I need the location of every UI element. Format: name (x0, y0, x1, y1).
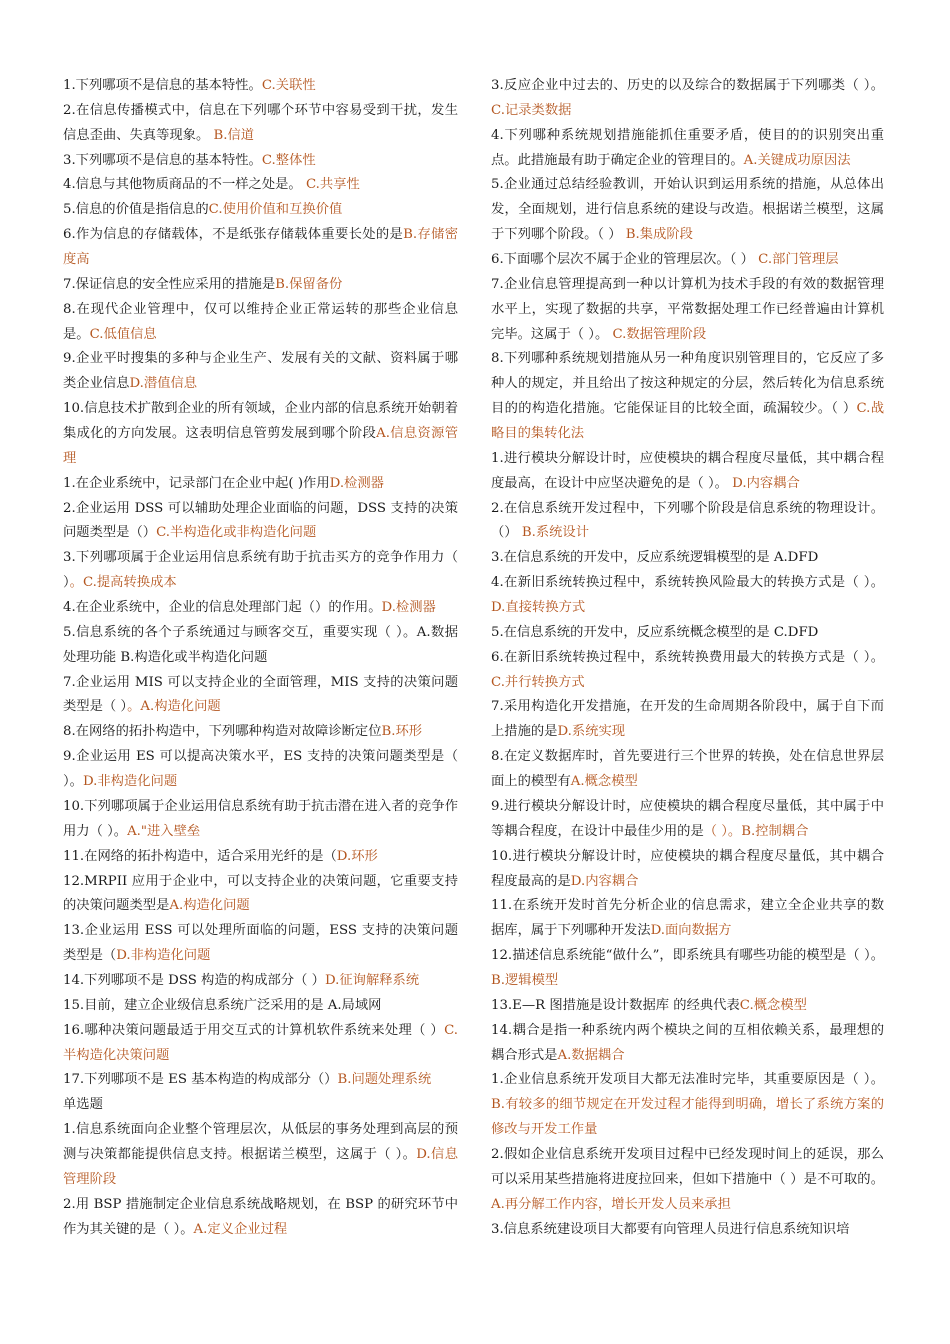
question-text: 5.在信息系统的开发中，反应系统概念模型的是 C.DFD (491, 624, 819, 640)
answer-text: B.存储密度高 (63, 227, 459, 268)
answer-text: C.关联性 (261, 78, 316, 93)
question-item (63, 347, 458, 397)
question-text: 3.信息系统建设项目大都要有向管理人员进行信息系统知识培 (491, 1221, 850, 1237)
answer-text: D.内容耦合 (732, 475, 800, 491)
question-item (63, 472, 458, 497)
question-item (491, 497, 884, 547)
question-text: 6.下面哪个层次不属于企业的管理层次。（ ） (491, 252, 759, 268)
question-text: 14.下列哪项不是 DSS 构造的构成部分（ ） (63, 972, 325, 988)
answer-text: D.非构造化问题 (82, 774, 178, 790)
question-item (63, 795, 458, 845)
answer-text: D.系统实现 (557, 724, 626, 740)
question-item (63, 397, 458, 472)
question-text: 7.采用构造化开发措施，在开发的生命周期各阶段中，属于自下而上措施的是 (491, 699, 884, 740)
answer-text: C.整体性 (261, 152, 316, 168)
question-item (491, 994, 884, 1019)
question-item (63, 870, 458, 920)
question-item (63, 74, 458, 99)
question-item (63, 298, 458, 348)
question-item (491, 795, 884, 845)
answer-text: C.数据管理阶段 (612, 326, 707, 342)
question-text: 16.哪种决策问题最适于用交互式的计算机软件系统来处理（ ） (63, 1022, 445, 1038)
answer-text: D.非构造化问题 (116, 948, 211, 964)
question-text: 9.企业运用 ES 可以提高决策水平，ES 支持的决策问题类型是（ ）。 (63, 749, 458, 790)
question-item (63, 621, 458, 671)
answer-text: D.面向数据方 (650, 923, 732, 939)
question-item (63, 994, 458, 1019)
question-item (63, 198, 458, 223)
question-item (491, 646, 884, 696)
answer-text: D.检测器 (381, 600, 436, 616)
question-item (491, 621, 884, 646)
question-text: 7.保证信息的安全性应采用的措施是 (63, 276, 276, 292)
question-text: 17.下列哪项不是 ES 基本构造的构成部分（） (63, 1072, 338, 1088)
question-item (63, 1019, 458, 1069)
answer-text: B.逻辑模型 (491, 972, 559, 988)
answer-text: 。C.提高转换成本 (69, 575, 177, 591)
answer-text: B.环形 (381, 724, 423, 740)
question-item (491, 1143, 884, 1218)
question-text: 13.E—R 图措施是设计数据库 的经典代表 (491, 997, 740, 1013)
question-text: 5.企业通过总结经验教训，开始认识到运用系统的措施，从总体出发，全面规划，进行信息系统的建设与改造。根据诺兰模型，这属于下列哪个阶段。（ ） (491, 177, 884, 243)
answer-text: A.关键成功原因法 (743, 152, 851, 168)
question-item (63, 745, 458, 795)
question-item (63, 1193, 458, 1243)
answer-text: D.信息管理阶段 (63, 1146, 458, 1187)
question-item (491, 248, 884, 273)
question-text: 15.目前，建立企业级信息系统广泛采用的是 A.局域网 (63, 997, 382, 1013)
question-item (491, 745, 884, 795)
question-item (491, 74, 884, 124)
answer-text: B.信道 (213, 127, 255, 143)
question-item (63, 1068, 458, 1093)
question-text: 12.MRPII 应用于企业中，可以支持企业的决策问题，它重要支持的决策问题类型是 (63, 873, 458, 914)
question-item (63, 497, 458, 547)
answer-text: D.环形 (336, 848, 378, 864)
question-text: 2.在信息传播模式中，信息在下列哪个环节中容易受到干扰，发生信息歪曲、失真等现象。 (63, 102, 458, 143)
question-text: 6.作为信息的存储载体，不是纸张存储载体重要长处的是 (63, 227, 404, 243)
question-text: 14.耦合是指一种系统内两个模块之间的互相依赖关系，最理想的耦合形式是 (491, 1022, 884, 1063)
question-item (491, 944, 884, 994)
question-text: 3.下列哪项不是信息的基本特性。 (63, 152, 262, 168)
question-text: 4.信息与其他物质商品的不一样之处是。 (63, 177, 306, 193)
question-item (491, 546, 884, 571)
question-text: 4.在新旧系统转换过程中，系统转换风险最大的转换方式是（ ）。 (491, 575, 884, 591)
question-item (63, 919, 458, 969)
right-column (491, 74, 884, 1242)
answer-text: B.保留备份 (275, 276, 343, 292)
question-item (491, 894, 884, 944)
question-text: 1.进行模块分解设计时，应使模块的耦合程度尽量低，其中耦合程度最高，在设计中应坚决避免的是（ ）。 (491, 450, 884, 491)
question-item (63, 99, 458, 149)
answer-text: C.概念模型 (739, 997, 807, 1013)
question-text: 1.下列哪项不是信息的基本特性。 (63, 78, 262, 93)
answer-text: A.构造化问题 (169, 898, 250, 914)
question-item (63, 720, 458, 745)
answer-text: D.检测器 (329, 475, 384, 491)
answer-text: C.半构造化决策问题 (63, 1022, 458, 1063)
question-text: 3.在信息系统的开发中，反应系统逻辑模型的是 A.DFD (491, 550, 819, 566)
question-item (63, 546, 458, 596)
question-item (63, 173, 458, 198)
question-text: 9.企业平时搜集的多种与企业生产、发展有关的文献、资料属于哪类企业信息 (63, 351, 458, 392)
question-item (491, 447, 884, 497)
answer-text: C.半构造化或非构造化问题 (156, 525, 317, 541)
answer-text: D.潜值信息 (129, 376, 198, 392)
answer-text: （ ）。B.控制耦合 (703, 823, 809, 839)
question-text: 3.反应企业中过去的、历史的以及综合的数据属于下列哪类（ ）。 (491, 78, 884, 93)
answer-text: C.战略目的集转化法 (491, 401, 884, 442)
question-text: 2.用 BSP 措施制定企业信息系统战略规划，在 BSP 的研究环节中作为其关键的是（ ）。 (63, 1196, 458, 1237)
question-item (491, 1019, 884, 1069)
question-item (491, 1068, 884, 1143)
answer-text: C.记录类数据 (491, 102, 572, 118)
question-item (63, 969, 458, 994)
answer-text: A.信息资源管理 (63, 426, 458, 466)
answer-text: C.低值信息 (89, 326, 157, 342)
question-text: 8.在现代企业管理中，仅可以维持企业正常运转的那些企业信息是。 (63, 301, 458, 342)
question-text: 4.在企业系统中，企业的信息处理部门起（）的作用。 (63, 600, 382, 616)
question-text: 11.在网络的拓扑构造中，适合采用光纤的是（ (63, 848, 337, 864)
question-item (491, 347, 884, 446)
question-text: 6.在新旧系统转换过程中，系统转换费用最大的转换方式是（ ）。 (491, 649, 884, 665)
question-item (63, 845, 458, 870)
question-item (491, 1218, 884, 1243)
question-item (491, 695, 884, 745)
answer-text: B.有较多的细节规定在开发过程才能得到明确，增长了系统方案的修改与开发工作量 (491, 1097, 884, 1138)
question-item (491, 571, 884, 621)
question-text: 2.在信息系统开发过程中，下列哪个阶段是信息系统的物理设计。（） (491, 500, 884, 541)
question-text: 9.进行模块分解设计时，应使模块的耦合程度尽量低，其中属于中等耦合程度，在设计中最佳少用的是 (491, 798, 884, 839)
answer-text: B.集成阶段 (625, 227, 693, 243)
question-text: 12.描述信息系统能“做什么”，即系统具有哪些功能的模型是（ ）。 (491, 948, 884, 964)
answer-text: A.概念模型 (570, 774, 638, 790)
question-text: 10.进行模块分解设计时，应使模块的耦合程度尽量低，其中耦合程度最高的是 (491, 848, 884, 889)
question-text: 5.信息系统的各个子系统通过与顾客交互，重要实现（ ）。A.数据处理功能 B.构造化或半构造化问题 (63, 624, 458, 665)
question-text: 1.信息系统面向企业整个管理层次，从低层的事务处理到高层的预测与决策都能提供信息支持。根据诺兰模型，这属于（ ）。 (63, 1122, 458, 1162)
answer-text: C.并行转换方式 (491, 674, 585, 690)
question-item (63, 273, 458, 298)
question-text: 1.在企业系统中，记录部门在企业中起( )作用 (63, 475, 330, 491)
question-item (491, 124, 884, 174)
answer-text: B.问题处理系统 (337, 1072, 432, 1088)
answer-text: 。A.构造化问题 (127, 699, 221, 715)
answer-text: D.征询解释系统 (324, 972, 420, 988)
question-item (491, 173, 884, 248)
answer-text: A.定义企业过程 (193, 1221, 288, 1237)
answer-text: A.数据耦合 (557, 1047, 625, 1063)
question-text: 8.下列哪种系统规划措施从另一种角度识别管理目的，它反应了多种人的规定，并且给出了按这种规定的分层，然后转化为信息系统目的的构造化措施。它能保证目的比较全面，疏漏较少。（ ） (491, 351, 884, 417)
question-text: 8.在定义数据库时，首先要进行三个世界的转换，处在信息世界层面上的模型有 (491, 749, 884, 790)
question-item (63, 149, 458, 174)
question-item (63, 1093, 458, 1118)
answer-text: D.直接转换方式 (491, 600, 586, 616)
question-text: 13.企业运用 ESS 可以处理所面临的问题，ESS 支持的决策问题类型是（ (63, 923, 458, 964)
question-text: 11.在系统开发时首先分析企业的信息需求，建立全企业共享的数据库，属于下列哪种开发法 (491, 898, 884, 939)
answer-text: C.使用价值和互换价值 (208, 202, 343, 218)
left-column (63, 74, 458, 1242)
question-text: 7.企业信息管理提高到一种以计算机为技术手段的有效的数据管理水平上，实现了数据的共享，平常数据处理工作已经普遍由计算机完毕。这属于（ ）。 (491, 276, 884, 342)
question-item (63, 223, 458, 273)
question-text: 10.下列哪项属于企业运用信息系统有助于抗击潜在进入者的竞争作用力（ ）。 (63, 798, 458, 839)
question-item (491, 273, 884, 348)
answer-text: A.再分解工作内容，增长开发人员来承担 (491, 1196, 731, 1212)
question-text: 4.下列哪种系统规划措施能抓住重要矛盾，使目的的识别突出重点。此措施最有助于确定企业的管理目的。 (491, 127, 884, 168)
answer-text: C.共享性 (305, 177, 360, 193)
question-item (63, 1118, 458, 1193)
answer-text: B.系统设计 (521, 525, 590, 541)
answer-text: C.部门管理层 (758, 252, 839, 268)
question-text: 7.企业运用 MIS 可以支持企业的全面管理，MIS 支持的决策问题类型是（ ） (63, 674, 458, 715)
question-text: 5.信息的价值是指信息的 (63, 202, 209, 218)
question-text: 单选题 (63, 1097, 103, 1113)
answer-text: D.内容耦合 (570, 873, 639, 889)
question-text: 8.在网络的拓扑构造中，下列哪种构造对故障诊断定位 (63, 724, 382, 740)
question-text: 2.企业运用 DSS 可以辅助处理企业面临的问题，DSS 支持的决策问题类型是（） (63, 500, 458, 541)
question-text: 10.信息技术扩散到企业的所有领域，企业内部的信息系统开始朝着集成化的方向发展。这表明信息管剪发展到哪个阶段 (63, 401, 458, 442)
question-text: 2.假如企业信息系统开发项目过程中已经发现时间上的延误，那么可以采用某些措施将进度拉回来，但如下措施中（ ）是不可取的。 (491, 1146, 884, 1187)
question-item (63, 596, 458, 621)
question-text: 1.企业信息系统开发项目大都无法准时完毕，其重要原因是（ ）。 (491, 1072, 884, 1088)
question-item (491, 845, 884, 895)
question-text: 3.下列哪项属于企业运用信息系统有助于抗击买方的竞争作用力（ ） (63, 550, 458, 591)
question-item (63, 671, 458, 721)
answer-text: A."进入壁垒 (127, 823, 201, 839)
